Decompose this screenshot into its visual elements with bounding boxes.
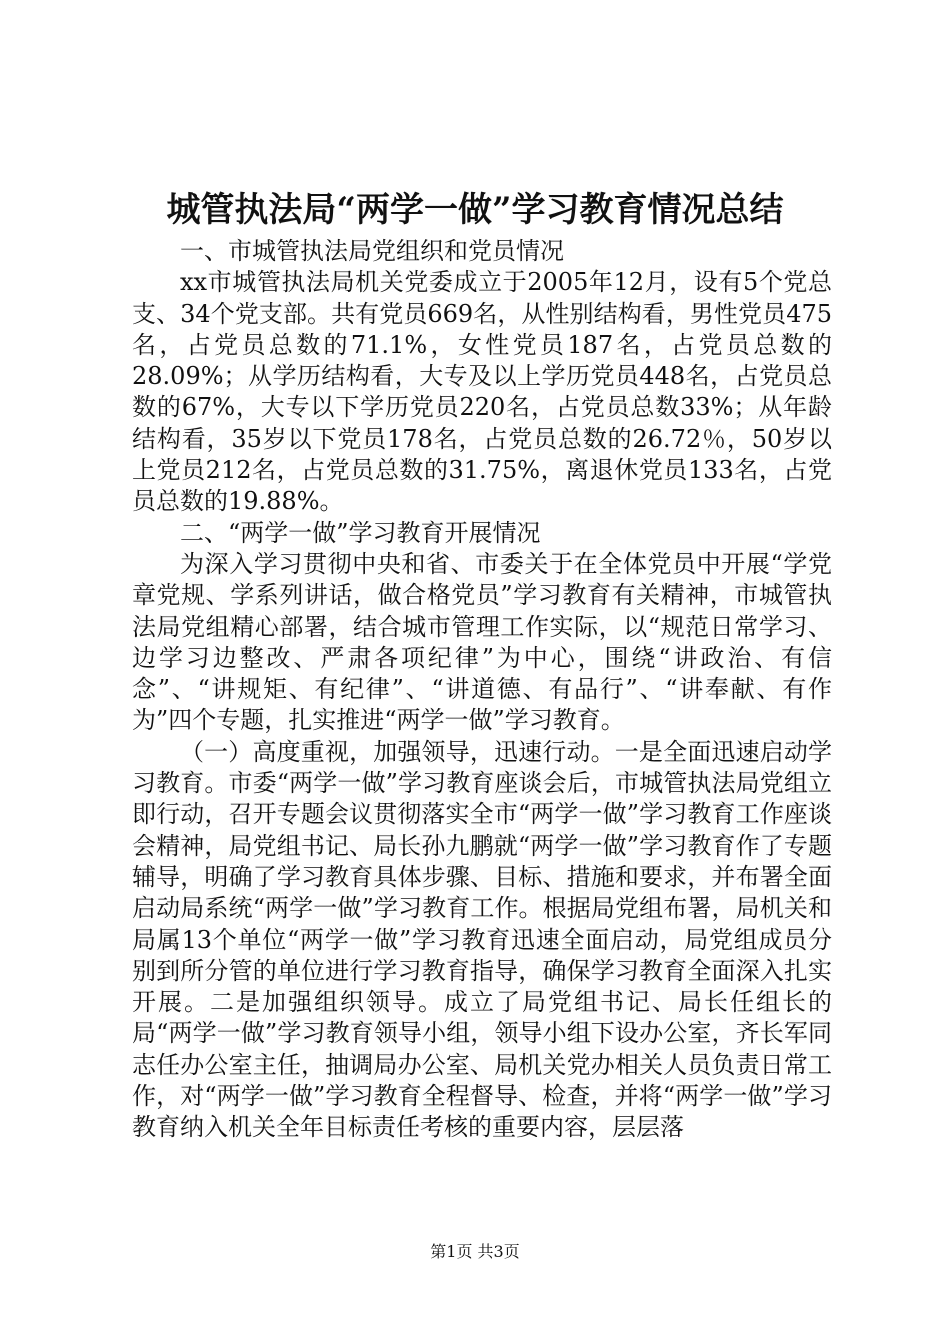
document-title: 城管执法局“两学一做”学习教育情况总结 bbox=[166, 190, 784, 230]
paragraph-subsection-1: （一）高度重视，加强领导，迅速行动。一是全面迅速启动学习教育。市委“两学一做”学习教育座谈会后，市城管执法局党组立即行动，召开专题会议贯彻落实全市“两学一做”学习教育工作座谈会精神，局党组书记、局长孙九鹏就“两学一做”学习教育作了专题辅导，明确了学习教育具体步骤、目标、措施和要求，并布署全面启动局系统“两学一做”学习教育工作。根据局党组布署，局机关和局属13个单位“两学一做”学习教育迅速全面启动，局党组成员分别到所分管的单位进行学习教育指导，确保学习教育全面深入扎实开展。二是加强组织领导。成立了局党组书记、局长任组长的局“两学一做”学习教育领导小组，领导小组下设办公室，齐长军同志任办公室主任，抽调局办公室、局机关党办相关人员负责日常工作，对“两学一做”学习教育全程督导、检查，并将“两学一做”学习教育纳入机关全年目标责任考核的重要内容，层层落 bbox=[132, 737, 832, 1142]
section-heading-2: 二、“两学一做”学习教育开展情况 bbox=[180, 518, 541, 547]
page-footer: 第1页 共3页 bbox=[430, 1242, 520, 1261]
paragraph-party-statistics: xx市城管执法局机关党委成立于2005年12月，设有5个党总支、34个党支部。共有党员669名，从性别结构看，男性党员475名，占党员总数的71.1%，女性党员187名，占党员总数的28.09%；从学历结构看，大专及以上学历党员448名，占党员总数的67%，大专以下学历党员220名，占党员总数33%；从年龄结构看，35岁以下党员178名，占党员总数的26.72％，50岁以上党员212名，占党员总数的31.75%，离退休党员133名，占党员总数的19.88%。 bbox=[132, 268, 832, 516]
section-heading-1: 一、市城管执法局党组织和党员情况 bbox=[180, 237, 564, 265]
document-body bbox=[132, 236, 832, 1144]
paragraph-introduction: 为深入学习贯彻中央和省、市委关于在全体党员中开展“学党章党规、学系列讲话，做合格党员”学习教育有关精神，市城管执法局党组精心部署，结合城市管理工作实际，以“规范日常学习、边学习边整改、严肃各项纪律”为中心，围绕“讲政治、有信念”、“讲规矩、有纪律”、“讲道德、有品行”、“讲奉献、有作为”四个专题，扎实推进“两学一做”学习教育。 bbox=[132, 549, 832, 735]
